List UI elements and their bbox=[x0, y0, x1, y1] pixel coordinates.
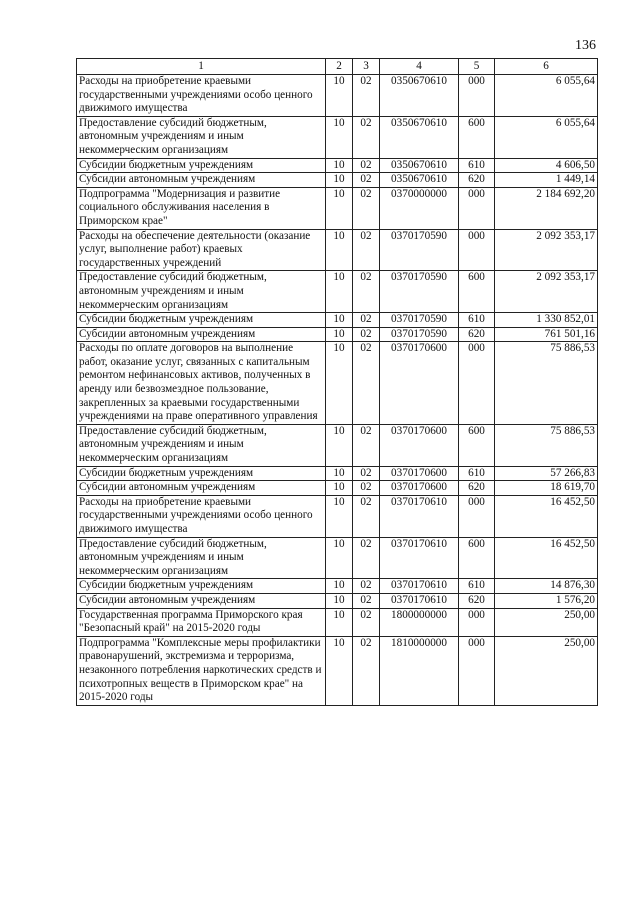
row-amount-cell: 2 184 692,20 bbox=[495, 187, 598, 229]
row-subsection-cell: 02 bbox=[353, 424, 380, 466]
row-amount-cell: 16 452,50 bbox=[495, 537, 598, 579]
header-col-2: 2 bbox=[326, 59, 353, 75]
row-name-cell: Подпрограмма "Комплексные меры профилактики правонарушений, экстремизма и терроризма, незаконного потребления наркотических средств и психотропных веществ в Приморском крае" на 2015-2020 годы bbox=[77, 636, 326, 705]
row-target-code-cell: 0370170600 bbox=[380, 342, 459, 425]
row-subsection-cell: 02 bbox=[353, 229, 380, 271]
table-row bbox=[77, 187, 598, 229]
row-target-code-cell: 1810000000 bbox=[380, 636, 459, 705]
row-name-cell: Расходы на приобретение краевыми государственными учреждениями особо ценного движимого имущества bbox=[77, 495, 326, 537]
row-amount-cell: 1 576,20 bbox=[495, 593, 598, 608]
row-amount-cell: 250,00 bbox=[495, 636, 598, 705]
row-name-cell: Предоставление субсидий бюджетным, автономным учреждениям и иным некоммерческим организациям bbox=[77, 271, 326, 313]
row-expense-type-cell: 610 bbox=[459, 579, 495, 594]
row-name-cell: Предоставление субсидий бюджетным, автономным учреждениям и иным некоммерческим организациям bbox=[77, 537, 326, 579]
row-target-code-cell: 0370170600 bbox=[380, 481, 459, 496]
row-expense-type-cell: 000 bbox=[459, 187, 495, 229]
row-subsection-cell: 02 bbox=[353, 481, 380, 496]
row-amount-cell: 75 886,53 bbox=[495, 424, 598, 466]
row-subsection-cell: 02 bbox=[353, 579, 380, 594]
table-row bbox=[77, 116, 598, 158]
row-section-cell: 10 bbox=[326, 593, 353, 608]
row-expense-type-cell: 620 bbox=[459, 481, 495, 496]
row-target-code-cell: 0370170590 bbox=[380, 313, 459, 328]
row-subsection-cell: 02 bbox=[353, 593, 380, 608]
row-subsection-cell: 02 bbox=[353, 75, 380, 117]
table-row bbox=[77, 481, 598, 496]
row-expense-type-cell: 610 bbox=[459, 313, 495, 328]
row-name-cell: Субсидии автономным учреждениям bbox=[77, 327, 326, 342]
row-section-cell: 10 bbox=[326, 579, 353, 594]
row-amount-cell: 761 501,16 bbox=[495, 327, 598, 342]
row-name-cell: Субсидии бюджетным учреждениям bbox=[77, 466, 326, 481]
row-name-cell: Расходы на приобретение краевыми государственными учреждениями особо ценного движимого имущества bbox=[77, 75, 326, 117]
row-amount-cell: 16 452,50 bbox=[495, 495, 598, 537]
row-amount-cell: 6 055,64 bbox=[495, 116, 598, 158]
row-amount-cell: 2 092 353,17 bbox=[495, 229, 598, 271]
row-amount-cell: 57 266,83 bbox=[495, 466, 598, 481]
row-subsection-cell: 02 bbox=[353, 173, 380, 188]
table-row bbox=[77, 608, 598, 636]
row-subsection-cell: 02 bbox=[353, 537, 380, 579]
row-name-cell: Предоставление субсидий бюджетным, автономным учреждениям и иным некоммерческим организациям bbox=[77, 424, 326, 466]
row-expense-type-cell: 000 bbox=[459, 342, 495, 425]
header-col-6: 6 bbox=[495, 59, 598, 75]
row-section-cell: 10 bbox=[326, 229, 353, 271]
row-expense-type-cell: 000 bbox=[459, 495, 495, 537]
row-name-cell: Подпрограмма "Модернизация и развитие социального обслуживания населения в Приморском крае" bbox=[77, 187, 326, 229]
row-expense-type-cell: 600 bbox=[459, 537, 495, 579]
row-expense-type-cell: 000 bbox=[459, 608, 495, 636]
row-name-cell: Субсидии бюджетным учреждениям bbox=[77, 313, 326, 328]
row-amount-cell: 14 876,30 bbox=[495, 579, 598, 594]
row-amount-cell: 1 449,14 bbox=[495, 173, 598, 188]
row-section-cell: 10 bbox=[326, 158, 353, 173]
row-target-code-cell: 1800000000 bbox=[380, 608, 459, 636]
row-target-code-cell: 0370170600 bbox=[380, 466, 459, 481]
row-target-code-cell: 0370170590 bbox=[380, 271, 459, 313]
row-expense-type-cell: 600 bbox=[459, 424, 495, 466]
table-row bbox=[77, 173, 598, 188]
row-section-cell: 10 bbox=[326, 187, 353, 229]
table-body bbox=[77, 75, 598, 706]
row-name-cell: Субсидии бюджетным учреждениям bbox=[77, 579, 326, 594]
row-amount-cell: 1 330 852,01 bbox=[495, 313, 598, 328]
row-subsection-cell: 02 bbox=[353, 158, 380, 173]
row-amount-cell: 75 886,53 bbox=[495, 342, 598, 425]
row-name-cell: Субсидии автономным учреждениям bbox=[77, 481, 326, 496]
row-amount-cell: 4 606,50 bbox=[495, 158, 598, 173]
row-name-cell: Субсидии автономным учреждениям bbox=[77, 173, 326, 188]
row-name-cell: Государственная программа Приморского края "Безопасный край" на 2015-2020 годы bbox=[77, 608, 326, 636]
row-name-cell: Предоставление субсидий бюджетным, автономным учреждениям и иным некоммерческим организациям bbox=[77, 116, 326, 158]
table-row bbox=[77, 327, 598, 342]
row-section-cell: 10 bbox=[326, 495, 353, 537]
header-col-3: 3 bbox=[353, 59, 380, 75]
row-amount-cell: 6 055,64 bbox=[495, 75, 598, 117]
row-section-cell: 10 bbox=[326, 327, 353, 342]
row-section-cell: 10 bbox=[326, 271, 353, 313]
row-section-cell: 10 bbox=[326, 636, 353, 705]
budget-table bbox=[76, 58, 598, 706]
row-target-code-cell: 0370170610 bbox=[380, 593, 459, 608]
table-row bbox=[77, 342, 598, 425]
row-expense-type-cell: 600 bbox=[459, 271, 495, 313]
row-expense-type-cell: 600 bbox=[459, 116, 495, 158]
row-subsection-cell: 02 bbox=[353, 271, 380, 313]
row-target-code-cell: 0370170610 bbox=[380, 579, 459, 594]
row-target-code-cell: 0350670610 bbox=[380, 75, 459, 117]
row-subsection-cell: 02 bbox=[353, 313, 380, 328]
table-row bbox=[77, 271, 598, 313]
table-row bbox=[77, 579, 598, 594]
row-target-code-cell: 0370170590 bbox=[380, 327, 459, 342]
row-target-code-cell: 0370170590 bbox=[380, 229, 459, 271]
row-subsection-cell: 02 bbox=[353, 636, 380, 705]
row-subsection-cell: 02 bbox=[353, 608, 380, 636]
row-subsection-cell: 02 bbox=[353, 466, 380, 481]
row-name-cell: Субсидии автономным учреждениям bbox=[77, 593, 326, 608]
row-expense-type-cell: 610 bbox=[459, 466, 495, 481]
row-target-code-cell: 0370170610 bbox=[380, 495, 459, 537]
row-section-cell: 10 bbox=[326, 608, 353, 636]
row-section-cell: 10 bbox=[326, 313, 353, 328]
row-subsection-cell: 02 bbox=[353, 495, 380, 537]
row-target-code-cell: 0370000000 bbox=[380, 187, 459, 229]
table-row bbox=[77, 593, 598, 608]
row-target-code-cell: 0350670610 bbox=[380, 116, 459, 158]
row-name-cell: Субсидии бюджетным учреждениям bbox=[77, 158, 326, 173]
row-expense-type-cell: 610 bbox=[459, 158, 495, 173]
row-subsection-cell: 02 bbox=[353, 116, 380, 158]
row-name-cell: Расходы по оплате договоров на выполнение работ, оказание услуг, связанных с капитальным ремонтом нефинансовых активов, полученных в аренду или безвозмездное пользование, закрепленных за краевыми государственными учреждениями на праве оперативного управления bbox=[77, 342, 326, 425]
page-number: 136 bbox=[575, 38, 596, 53]
row-subsection-cell: 02 bbox=[353, 342, 380, 425]
row-expense-type-cell: 620 bbox=[459, 173, 495, 188]
table-row bbox=[77, 75, 598, 117]
header-col-5: 5 bbox=[459, 59, 495, 75]
table-row bbox=[77, 313, 598, 328]
row-amount-cell: 18 619,70 bbox=[495, 481, 598, 496]
row-target-code-cell: 0350670610 bbox=[380, 173, 459, 188]
row-section-cell: 10 bbox=[326, 424, 353, 466]
row-target-code-cell: 0370170610 bbox=[380, 537, 459, 579]
table-row bbox=[77, 636, 598, 705]
row-section-cell: 10 bbox=[326, 342, 353, 425]
header-col-1: 1 bbox=[77, 59, 326, 75]
row-subsection-cell: 02 bbox=[353, 327, 380, 342]
row-section-cell: 10 bbox=[326, 481, 353, 496]
row-expense-type-cell: 000 bbox=[459, 75, 495, 117]
header-col-4: 4 bbox=[380, 59, 459, 75]
row-expense-type-cell: 000 bbox=[459, 229, 495, 271]
row-expense-type-cell: 000 bbox=[459, 636, 495, 705]
row-amount-cell: 2 092 353,17 bbox=[495, 271, 598, 313]
table-header-row bbox=[77, 59, 598, 75]
table-row bbox=[77, 466, 598, 481]
row-section-cell: 10 bbox=[326, 75, 353, 117]
row-section-cell: 10 bbox=[326, 173, 353, 188]
row-section-cell: 10 bbox=[326, 537, 353, 579]
table-row bbox=[77, 229, 598, 271]
row-section-cell: 10 bbox=[326, 116, 353, 158]
row-expense-type-cell: 620 bbox=[459, 593, 495, 608]
row-target-code-cell: 0350670610 bbox=[380, 158, 459, 173]
table-row bbox=[77, 495, 598, 537]
row-expense-type-cell: 620 bbox=[459, 327, 495, 342]
row-amount-cell: 250,00 bbox=[495, 608, 598, 636]
row-subsection-cell: 02 bbox=[353, 187, 380, 229]
row-name-cell: Расходы на обеспечение деятельности (оказание услуг, выполнение работ) краевых государственных учреждений bbox=[77, 229, 326, 271]
row-target-code-cell: 0370170600 bbox=[380, 424, 459, 466]
table-row bbox=[77, 537, 598, 579]
table-row bbox=[77, 424, 598, 466]
table-row bbox=[77, 158, 598, 173]
row-section-cell: 10 bbox=[326, 466, 353, 481]
